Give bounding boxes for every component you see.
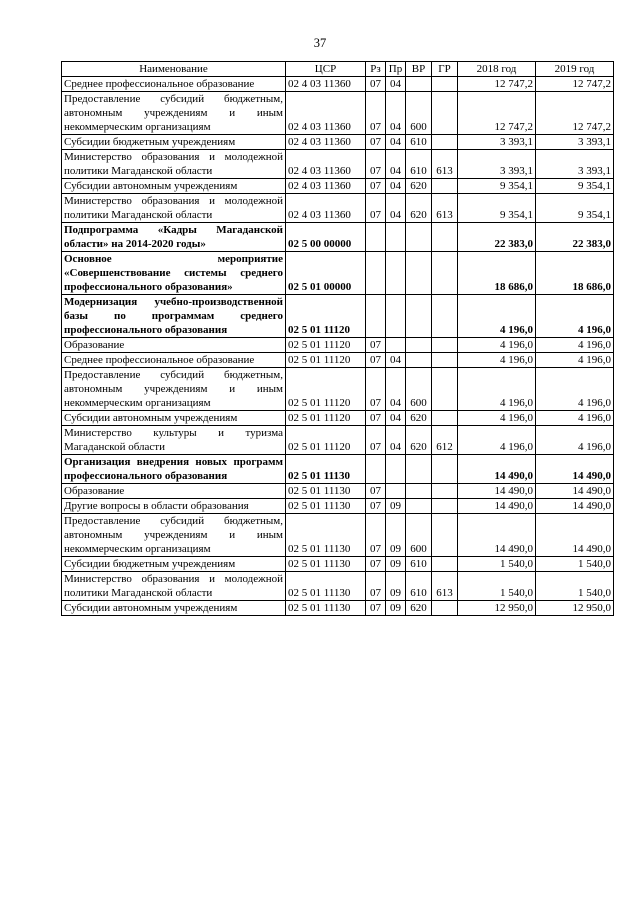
cell-name: Министерство образования и молодежной политики Магаданской области (62, 150, 286, 179)
cell-2019: 4 196,0 (536, 353, 614, 368)
cell-gr (432, 514, 458, 557)
cell-vr (406, 455, 432, 484)
cell-vr (406, 338, 432, 353)
cell-pr (386, 252, 406, 295)
cell-2018: 14 490,0 (458, 499, 536, 514)
cell-name: Министерство культуры и туризма Магаданской области (62, 426, 286, 455)
table-body (62, 77, 614, 616)
cell-vr: 600 (406, 368, 432, 411)
header-csr: ЦСР (286, 62, 366, 77)
cell-rz (366, 455, 386, 484)
cell-rz: 07 (366, 601, 386, 616)
cell-2019: 12 747,2 (536, 77, 614, 92)
table-row (62, 557, 614, 572)
cell-gr (432, 92, 458, 135)
cell-name: Среднее профессиональное образование (62, 77, 286, 92)
table-row (62, 484, 614, 499)
cell-vr: 620 (406, 194, 432, 223)
cell-pr (386, 484, 406, 499)
cell-csr: 02 4 03 11360 (286, 194, 366, 223)
cell-pr (386, 295, 406, 338)
cell-csr: 02 5 01 11130 (286, 484, 366, 499)
cell-gr (432, 295, 458, 338)
cell-2019: 14 490,0 (536, 455, 614, 484)
cell-pr: 04 (386, 194, 406, 223)
cell-gr: 613 (432, 194, 458, 223)
table-row (62, 77, 614, 92)
cell-gr (432, 135, 458, 150)
cell-pr (386, 455, 406, 484)
cell-rz: 07 (366, 77, 386, 92)
table-header-row (62, 62, 614, 77)
cell-gr (432, 223, 458, 252)
cell-name: Среднее профессиональное образование (62, 353, 286, 368)
table-row (62, 135, 614, 150)
table-row (62, 353, 614, 368)
cell-gr (432, 499, 458, 514)
cell-vr (406, 353, 432, 368)
cell-2018: 4 196,0 (458, 426, 536, 455)
cell-rz: 07 (366, 411, 386, 426)
cell-gr (432, 252, 458, 295)
table-row (62, 179, 614, 194)
cell-gr (432, 455, 458, 484)
cell-vr: 620 (406, 601, 432, 616)
cell-rz: 07 (366, 499, 386, 514)
cell-name: Предоставление субсидий бюджетным, автономным учреждениям и иным некоммерческим организациям (62, 92, 286, 135)
cell-rz (366, 252, 386, 295)
cell-gr: 613 (432, 150, 458, 179)
cell-pr (386, 338, 406, 353)
cell-2018: 4 196,0 (458, 295, 536, 338)
cell-pr: 04 (386, 135, 406, 150)
header-vr: ВР (406, 62, 432, 77)
cell-csr: 02 5 01 11120 (286, 338, 366, 353)
cell-gr (432, 338, 458, 353)
cell-2018: 1 540,0 (458, 557, 536, 572)
cell-2019: 4 196,0 (536, 426, 614, 455)
table-row (62, 295, 614, 338)
cell-2019: 1 540,0 (536, 557, 614, 572)
cell-vr: 610 (406, 135, 432, 150)
table-row (62, 368, 614, 411)
cell-name: Образование (62, 484, 286, 499)
cell-rz: 07 (366, 426, 386, 455)
cell-rz: 07 (366, 368, 386, 411)
cell-vr: 610 (406, 150, 432, 179)
cell-vr: 600 (406, 514, 432, 557)
cell-gr (432, 601, 458, 616)
cell-2018: 1 540,0 (458, 572, 536, 601)
cell-2018: 4 196,0 (458, 353, 536, 368)
cell-name: Предоставление субсидий бюджетным, автономным учреждениям и иным некоммерческим организациям (62, 514, 286, 557)
table-row (62, 150, 614, 179)
cell-csr: 02 4 03 11360 (286, 92, 366, 135)
cell-vr: 610 (406, 557, 432, 572)
cell-2018: 9 354,1 (458, 194, 536, 223)
cell-name: Субсидии автономным учреждениям (62, 601, 286, 616)
cell-2019: 4 196,0 (536, 338, 614, 353)
header-pr: Пр (386, 62, 406, 77)
cell-csr: 02 4 03 11360 (286, 179, 366, 194)
cell-2019: 12 747,2 (536, 92, 614, 135)
cell-pr: 09 (386, 557, 406, 572)
cell-gr: 612 (432, 426, 458, 455)
cell-csr: 02 5 01 11130 (286, 572, 366, 601)
cell-rz: 07 (366, 135, 386, 150)
cell-pr: 04 (386, 179, 406, 194)
cell-name: Организация внедрения новых программ профессионального образования (62, 455, 286, 484)
cell-name: Образование (62, 338, 286, 353)
cell-name: Субсидии бюджетным учреждениям (62, 557, 286, 572)
cell-rz: 07 (366, 514, 386, 557)
table-row (62, 499, 614, 514)
cell-csr: 02 4 03 11360 (286, 135, 366, 150)
cell-2019: 14 490,0 (536, 499, 614, 514)
header-2019: 2019 год (536, 62, 614, 77)
cell-2018: 3 393,1 (458, 150, 536, 179)
cell-pr: 04 (386, 426, 406, 455)
page-number: 37 (313, 36, 327, 50)
cell-2018: 4 196,0 (458, 411, 536, 426)
cell-2018: 12 747,2 (458, 77, 536, 92)
cell-2018: 4 196,0 (458, 368, 536, 411)
cell-2018: 9 354,1 (458, 179, 536, 194)
cell-pr: 04 (386, 92, 406, 135)
cell-vr (406, 223, 432, 252)
cell-rz (366, 295, 386, 338)
cell-rz: 07 (366, 194, 386, 223)
cell-gr (432, 368, 458, 411)
cell-2019: 14 490,0 (536, 484, 614, 499)
cell-gr (432, 77, 458, 92)
table-row (62, 338, 614, 353)
cell-name: Субсидии автономным учреждениям (62, 179, 286, 194)
cell-vr: 620 (406, 411, 432, 426)
cell-2019: 22 383,0 (536, 223, 614, 252)
cell-name: Другие вопросы в области образования (62, 499, 286, 514)
cell-pr (386, 223, 406, 252)
cell-2019: 3 393,1 (536, 150, 614, 179)
cell-gr (432, 353, 458, 368)
table-row (62, 194, 614, 223)
cell-name: Подпрограмма «Кадры Магаданской области» на 2014-2020 годы» (62, 223, 286, 252)
cell-vr (406, 484, 432, 499)
cell-2019: 9 354,1 (536, 194, 614, 223)
header-rz: Рз (366, 62, 386, 77)
cell-pr: 04 (386, 368, 406, 411)
header-gr: ГР (432, 62, 458, 77)
cell-vr: 600 (406, 92, 432, 135)
cell-2019: 4 196,0 (536, 295, 614, 338)
table-row (62, 601, 614, 616)
cell-pr: 04 (386, 77, 406, 92)
cell-gr (432, 484, 458, 499)
cell-vr (406, 252, 432, 295)
cell-2019: 18 686,0 (536, 252, 614, 295)
cell-rz: 07 (366, 353, 386, 368)
cell-rz: 07 (366, 572, 386, 601)
cell-csr: 02 5 01 11120 (286, 368, 366, 411)
header-name: Наименование (62, 62, 286, 77)
table-row (62, 252, 614, 295)
cell-2019: 4 196,0 (536, 411, 614, 426)
cell-name: Основное мероприятие «Совершенствование системы среднего профессионального образования» (62, 252, 286, 295)
cell-name: Министерство образования и молодежной политики Магаданской области (62, 194, 286, 223)
cell-gr: 613 (432, 572, 458, 601)
cell-pr: 04 (386, 353, 406, 368)
cell-rz: 07 (366, 557, 386, 572)
cell-csr: 02 5 01 11130 (286, 499, 366, 514)
cell-rz (366, 223, 386, 252)
cell-pr: 09 (386, 572, 406, 601)
header-2018: 2018 год (458, 62, 536, 77)
cell-2019: 4 196,0 (536, 368, 614, 411)
table-row (62, 426, 614, 455)
table-row (62, 411, 614, 426)
cell-2018: 14 490,0 (458, 484, 536, 499)
cell-pr: 09 (386, 499, 406, 514)
cell-2018: 4 196,0 (458, 338, 536, 353)
cell-name: Министерство образования и молодежной политики Магаданской области (62, 572, 286, 601)
cell-pr: 09 (386, 601, 406, 616)
cell-csr: 02 5 01 11120 (286, 426, 366, 455)
cell-csr: 02 4 03 11360 (286, 150, 366, 179)
cell-2018: 18 686,0 (458, 252, 536, 295)
cell-gr (432, 179, 458, 194)
cell-vr: 620 (406, 426, 432, 455)
table-row (62, 572, 614, 601)
cell-name: Субсидии бюджетным учреждениям (62, 135, 286, 150)
cell-rz: 07 (366, 150, 386, 179)
cell-vr (406, 499, 432, 514)
cell-gr (432, 411, 458, 426)
budget-table (61, 61, 614, 616)
cell-csr: 02 4 03 11360 (286, 77, 366, 92)
cell-2018: 14 490,0 (458, 514, 536, 557)
cell-2019: 9 354,1 (536, 179, 614, 194)
table-row (62, 223, 614, 252)
cell-pr: 04 (386, 411, 406, 426)
cell-csr: 02 5 01 11120 (286, 411, 366, 426)
cell-2018: 12 950,0 (458, 601, 536, 616)
cell-csr: 02 5 01 11120 (286, 295, 366, 338)
cell-csr: 02 5 01 11130 (286, 601, 366, 616)
cell-2019: 3 393,1 (536, 135, 614, 150)
cell-rz: 07 (366, 338, 386, 353)
cell-2018: 3 393,1 (458, 135, 536, 150)
cell-vr: 620 (406, 179, 432, 194)
cell-csr: 02 5 01 11130 (286, 514, 366, 557)
cell-csr: 02 5 01 11130 (286, 455, 366, 484)
cell-2019: 12 950,0 (536, 601, 614, 616)
cell-pr: 04 (386, 150, 406, 179)
cell-csr: 02 5 01 11120 (286, 353, 366, 368)
cell-vr (406, 295, 432, 338)
cell-2018: 22 383,0 (458, 223, 536, 252)
table-row (62, 455, 614, 484)
cell-name: Субсидии автономным учреждениям (62, 411, 286, 426)
cell-2019: 1 540,0 (536, 572, 614, 601)
cell-name: Модернизация учебно-производственной базы по программам среднего профессионального образования (62, 295, 286, 338)
cell-csr: 02 5 01 11130 (286, 557, 366, 572)
cell-gr (432, 557, 458, 572)
cell-vr (406, 77, 432, 92)
cell-name: Предоставление субсидий бюджетным, автономным учреждениям и иным некоммерческим организациям (62, 368, 286, 411)
cell-vr: 610 (406, 572, 432, 601)
cell-csr: 02 5 00 00000 (286, 223, 366, 252)
table-row (62, 92, 614, 135)
cell-2019: 14 490,0 (536, 514, 614, 557)
cell-csr: 02 5 01 00000 (286, 252, 366, 295)
cell-2018: 12 747,2 (458, 92, 536, 135)
cell-rz: 07 (366, 179, 386, 194)
cell-2018: 14 490,0 (458, 455, 536, 484)
cell-rz: 07 (366, 92, 386, 135)
table-row (62, 514, 614, 557)
cell-pr: 09 (386, 514, 406, 557)
cell-rz: 07 (366, 484, 386, 499)
